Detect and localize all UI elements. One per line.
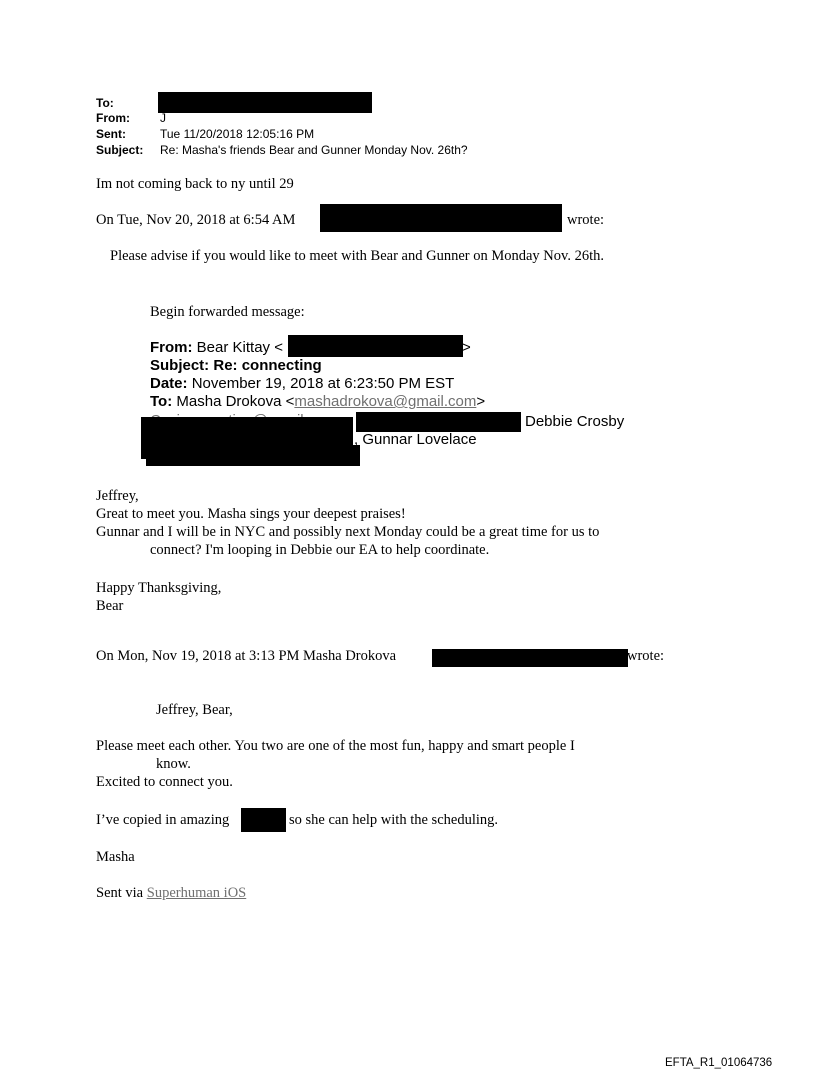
- masha-name: Masha: [96, 849, 135, 865]
- reply-body: Im not coming back to ny until 29: [96, 176, 294, 192]
- redaction-cc-b: [356, 412, 521, 432]
- doc-id: EFTA_R1_01064736: [665, 1057, 773, 1069]
- header-subject-label: Subject:: [96, 143, 144, 157]
- quote-intro: On Tue, Nov 20, 2018 at 6:54 AM: [96, 212, 296, 228]
- masha-intro: On Mon, Nov 19, 2018 at 3:13 PM Masha Drokova: [96, 648, 397, 664]
- redaction-masha-email: [432, 649, 628, 667]
- bear-line2: Gunnar and I will be in NYC and possibly next Monday could be a great time for us to: [96, 524, 600, 540]
- sent-via: Sent via Superhuman iOS: [96, 885, 247, 901]
- forward-subject: Subject: Re: connecting: [150, 357, 322, 374]
- bear-greeting: Jeffrey,: [96, 488, 139, 504]
- forward-from-tail: >: [462, 339, 471, 356]
- masha-copied-pre: I’ve copied in amazing: [96, 812, 230, 828]
- forward-cc-gunnar: , Gunnar Lovelace: [354, 431, 477, 448]
- masha-line2: know.: [156, 756, 191, 772]
- header-from-label: From:: [96, 111, 130, 125]
- header-subject-value: Re: Masha's friends Bear and Gunner Monday Nov. 26th?: [160, 143, 468, 157]
- redaction-assistant-name: [241, 808, 286, 832]
- masha-wrote: wrote:: [627, 648, 665, 664]
- bear-line3: connect? I'm looping in Debbie our EA to help coordinate.: [150, 542, 490, 558]
- forward-cc-debbie: Debbie Crosby: [525, 413, 625, 430]
- header-from-value: J: [160, 111, 166, 125]
- advise-text: Please advise if you would like to meet with Bear and Gunner on Monday Nov. 26th.: [110, 248, 604, 264]
- forward-from: From: Bear Kittay <: [150, 339, 283, 356]
- header-to-label: To:: [96, 96, 114, 110]
- superhuman-link[interactable]: Superhuman iOS: [146, 885, 247, 901]
- header-sent-value: Tue 11/20/2018 12:05:16 PM: [160, 127, 315, 141]
- masha-greeting: Jeffrey, Bear,: [156, 702, 233, 718]
- redaction-quote-sender: [320, 204, 562, 232]
- bear-name: Bear: [96, 598, 124, 614]
- forward-to: To: Masha Drokova <mashadrokova@gmail.com>: [150, 393, 486, 410]
- redaction-to: [158, 92, 372, 113]
- quote-wrote: wrote:: [567, 212, 605, 228]
- redaction-forward-from-email: [288, 335, 463, 357]
- forward-begin: Begin forwarded message:: [150, 304, 305, 320]
- bear-line1: Great to meet you. Masha sings your deepest praises!: [96, 506, 406, 522]
- forward-date: Date: November 19, 2018 at 6:23:50 PM EST: [150, 375, 455, 392]
- redaction-cc-c: [146, 445, 360, 466]
- masha-line1: Please meet each other. You two are one of the most fun, happy and smart people I: [96, 738, 575, 754]
- masha-email-link[interactable]: mashadrokova@gmail.com: [294, 393, 477, 410]
- masha-copied-post: so she can help with the scheduling.: [289, 812, 498, 828]
- masha-line3: Excited to connect you.: [96, 774, 233, 790]
- header-sent-label: Sent:: [96, 127, 126, 141]
- bear-signoff: Happy Thanksgiving,: [96, 580, 222, 596]
